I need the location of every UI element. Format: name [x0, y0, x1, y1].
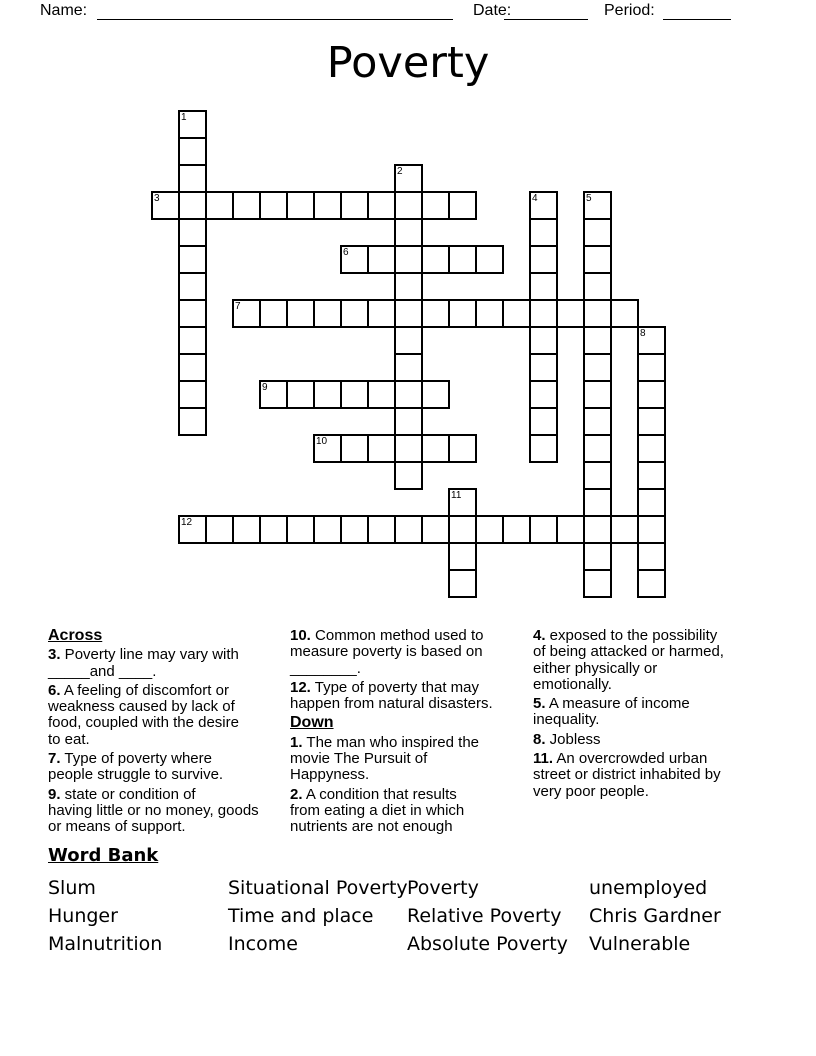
crossword-cell[interactable] [313, 380, 342, 409]
crossword-cell[interactable] [583, 542, 612, 571]
word-bank-item: Chris Gardner [589, 905, 721, 927]
crossword-cell[interactable] [475, 245, 504, 274]
clue-line: 7. Type of poverty where [48, 750, 212, 768]
date-blank-line[interactable] [504, 19, 588, 20]
crossword-cell[interactable] [583, 326, 612, 355]
clue-line: people struggle to survive. [48, 766, 224, 784]
crossword-cell[interactable] [367, 191, 396, 220]
cell-number-label: 5 [586, 193, 592, 204]
crossword-cell[interactable] [286, 515, 315, 544]
crossword-cell[interactable] [448, 245, 477, 274]
clue-line: weakness caused by lack of [48, 698, 235, 716]
crossword-cell[interactable] [394, 434, 423, 463]
clue-line: street or district inhabited by [533, 766, 721, 784]
crossword-cell[interactable] [340, 191, 369, 220]
crossword-cell[interactable] [448, 299, 477, 328]
clue-line: 5. A measure of income [533, 695, 690, 713]
clue-line: having little or no money, goods [48, 801, 259, 819]
word-bank-item: Poverty [407, 877, 479, 899]
crossword-cell[interactable] [583, 569, 612, 598]
clue-2 [290, 787, 493, 836]
crossword-cell[interactable] [259, 299, 288, 328]
crossword-cell[interactable] [529, 515, 558, 544]
crossword-cell[interactable] [448, 434, 477, 463]
crossword-cell[interactable] [286, 299, 315, 328]
crossword-cell[interactable] [259, 515, 288, 544]
crossword-cell[interactable] [529, 299, 558, 328]
crossword-cell[interactable] [421, 299, 450, 328]
clue-line: nutrients are not enough [290, 818, 453, 836]
crossword-cell[interactable] [556, 515, 585, 544]
cell-number-label: 2 [397, 166, 403, 177]
clue-line: 4. exposed to the possibility [533, 627, 718, 644]
crossword-cell[interactable] [394, 407, 423, 436]
crossword-cell[interactable] [637, 434, 666, 463]
word-bank-item: Time and place [228, 905, 374, 927]
crossword-cell[interactable] [232, 191, 261, 220]
cell-number-label: 9 [262, 382, 268, 393]
clue-line: either physically or [533, 659, 658, 677]
crossword-cell[interactable] [637, 542, 666, 571]
crossword-cell[interactable] [637, 569, 666, 598]
cell-number-label: 11 [451, 490, 462, 501]
crossword-cell[interactable] [394, 191, 423, 220]
crossword-cell[interactable] [448, 542, 477, 571]
crossword-cell[interactable] [394, 380, 423, 409]
crossword-cell[interactable] [475, 515, 504, 544]
cell-number-label: 8 [640, 328, 646, 339]
crossword-cell[interactable] [529, 272, 558, 301]
crossword-cell[interactable] [367, 380, 396, 409]
crossword-cell[interactable] [529, 326, 558, 355]
crossword-cell[interactable] [529, 407, 558, 436]
clue-line: inequality. [533, 711, 600, 729]
clue-line: 9. state or condition of [48, 785, 196, 803]
crossword-cell[interactable] [529, 218, 558, 247]
clue-8 [533, 732, 724, 748]
crossword-cell[interactable] [583, 461, 612, 490]
crossword-cell[interactable] [286, 380, 315, 409]
clue-line: _____and ____. [48, 662, 157, 680]
clue-line: 8. Jobless [533, 730, 601, 748]
crossword-cell[interactable] [583, 299, 612, 328]
crossword-cell[interactable] [340, 434, 369, 463]
crossword-cell[interactable] [367, 434, 396, 463]
crossword-cell[interactable] [313, 515, 342, 544]
crossword-cell[interactable] [367, 515, 396, 544]
crossword-cell[interactable] [178, 353, 207, 382]
crossword-cell[interactable] [583, 245, 612, 274]
word-bank-item: Hunger [48, 905, 118, 927]
crossword-cell[interactable] [340, 380, 369, 409]
crossword-cell[interactable] [637, 488, 666, 517]
name-blank-line[interactable] [97, 19, 453, 20]
word-bank-item: Relative Poverty [407, 905, 562, 927]
crossword-cell[interactable] [448, 515, 477, 544]
crossword-cell[interactable] [394, 353, 423, 382]
crossword-cell[interactable] [448, 569, 477, 598]
clue-line: happen from natural disasters. [290, 695, 493, 713]
cell-number-label: 1 [181, 112, 187, 123]
clue-9 [48, 787, 259, 836]
cell-number-label: 6 [343, 247, 349, 258]
crossword-cell[interactable] [529, 380, 558, 409]
clue-line: emotionally. [533, 675, 612, 693]
word-bank-item: Vulnerable [589, 933, 691, 955]
clue-line: 1. The man who inspired the [290, 733, 480, 751]
crossword-cell[interactable] [610, 515, 639, 544]
crossword-cell[interactable] [637, 353, 666, 382]
clue-line: 10. Common method used to [290, 627, 484, 644]
crossword-cell[interactable] [583, 380, 612, 409]
clue-1 [290, 735, 493, 784]
clue-heading-down: Down [290, 714, 334, 732]
cell-number-label: 7 [235, 301, 241, 312]
clue-column-1 [48, 628, 259, 839]
crossword-cell[interactable] [313, 191, 342, 220]
crossword-cell[interactable] [421, 434, 450, 463]
crossword-cell[interactable] [583, 515, 612, 544]
crossword-cell[interactable] [502, 299, 531, 328]
clue-line: from eating a diet in which [290, 801, 465, 819]
clue-line: 11. An overcrowded urban [533, 750, 708, 768]
page-title: Poverty [326, 38, 490, 88]
crossword-cell[interactable] [178, 164, 207, 193]
word-bank-item: Situational Poverty [228, 877, 408, 899]
crossword-cell[interactable] [583, 434, 612, 463]
cell-number-label: 12 [181, 517, 193, 528]
crossword-cell[interactable] [394, 461, 423, 490]
clue-11 [533, 751, 724, 800]
clue-line: 6. A feeling of discomfort or [48, 681, 229, 699]
cell-number-label: 4 [532, 193, 538, 204]
word-bank-item: Income [228, 933, 298, 955]
crossword-cell[interactable] [340, 515, 369, 544]
crossword-cell[interactable] [583, 218, 612, 247]
clue-line: measure poverty is based on [290, 643, 483, 661]
crossword-cell[interactable] [421, 245, 450, 274]
cell-number-label: 3 [154, 193, 160, 204]
crossword-cell[interactable] [610, 299, 639, 328]
crossword-cell[interactable] [178, 218, 207, 247]
name-label: Name: [40, 2, 88, 19]
crossword-cell[interactable] [529, 353, 558, 382]
crossword-cell[interactable] [394, 245, 423, 274]
crossword-cell[interactable] [583, 272, 612, 301]
crossword-cell[interactable] [502, 515, 531, 544]
crossword-cell[interactable] [178, 191, 207, 220]
crossword-cell[interactable] [178, 137, 207, 166]
crossword-cell[interactable] [583, 353, 612, 382]
date-label: Date: [473, 2, 512, 19]
period-blank-line[interactable] [663, 19, 731, 20]
clue-line: ________. [290, 659, 361, 677]
clue-line: very poor people. [533, 782, 649, 800]
crossword-cell[interactable] [583, 488, 612, 517]
clue-line: Happyness. [290, 766, 370, 784]
clue-line: 3. Poverty line may vary with [48, 646, 239, 664]
word-bank-grid [48, 874, 778, 958]
crossword-cell[interactable] [421, 515, 450, 544]
crossword-cell[interactable] [205, 191, 234, 220]
clue-line: of being attacked or harmed, [533, 643, 724, 661]
crossword-cell[interactable] [421, 191, 450, 220]
cell-number-label: 10 [316, 436, 328, 447]
crossword-cell[interactable] [178, 245, 207, 274]
crossword-cell[interactable] [394, 299, 423, 328]
clue-heading-across: Across [48, 627, 103, 644]
crossword-cell[interactable] [232, 515, 261, 544]
clue-line: 12. Type of poverty that may [290, 678, 480, 696]
crossword-cell[interactable] [637, 380, 666, 409]
clue-column-3 [533, 628, 724, 803]
word-bank-item: Malnutrition [48, 933, 163, 955]
clue-5 [533, 696, 724, 729]
word-bank-item: unemployed [589, 877, 708, 899]
crossword-cell[interactable] [394, 218, 423, 247]
crossword-cell[interactable] [529, 434, 558, 463]
crossword-cell[interactable] [178, 380, 207, 409]
crossword-cell[interactable] [556, 299, 585, 328]
clue-12 [290, 680, 493, 713]
clue-line: 2. A condition that results [290, 785, 457, 803]
crossword-cell[interactable] [367, 245, 396, 274]
crossword-cell[interactable] [178, 299, 207, 328]
crossword-cell[interactable] [340, 299, 369, 328]
crossword-cell[interactable] [421, 380, 450, 409]
crossword-cell[interactable] [367, 299, 396, 328]
clue-6 [48, 683, 259, 748]
crossword-grid [151, 110, 666, 598]
crossword-cell[interactable] [394, 326, 423, 355]
crossword-cell[interactable] [529, 245, 558, 274]
word-bank-item: Slum [48, 877, 96, 899]
crossword-cell[interactable] [637, 407, 666, 436]
clue-line: to eat. [48, 730, 90, 748]
period-label: Period: [604, 2, 655, 19]
clue-10 [290, 628, 493, 677]
crossword-cell[interactable] [313, 299, 342, 328]
crossword-cell[interactable] [394, 272, 423, 301]
crossword-cell[interactable] [259, 191, 288, 220]
crossword-cell[interactable] [178, 326, 207, 355]
crossword-cell[interactable] [178, 272, 207, 301]
crossword-cell[interactable] [583, 407, 612, 436]
clue-4 [533, 628, 724, 693]
clue-line: food, coupled with the desire [48, 714, 239, 732]
clue-line: or means of support. [48, 818, 186, 836]
clue-3 [48, 647, 259, 680]
crossword-cell[interactable] [178, 407, 207, 436]
crossword-cell[interactable] [637, 461, 666, 490]
crossword-cell[interactable] [205, 515, 234, 544]
clue-column-2 [290, 628, 493, 839]
crossword-cell[interactable] [637, 515, 666, 544]
clue-line: movie The Pursuit of [290, 750, 428, 768]
word-bank-item: Absolute Poverty [407, 933, 568, 955]
word-bank-heading: Word Bank [48, 845, 159, 866]
crossword-cell[interactable] [448, 191, 477, 220]
crossword-cell[interactable] [394, 515, 423, 544]
crossword-cell[interactable] [286, 191, 315, 220]
crossword-cell[interactable] [475, 299, 504, 328]
word-bank [48, 845, 778, 958]
clue-7 [48, 751, 259, 784]
